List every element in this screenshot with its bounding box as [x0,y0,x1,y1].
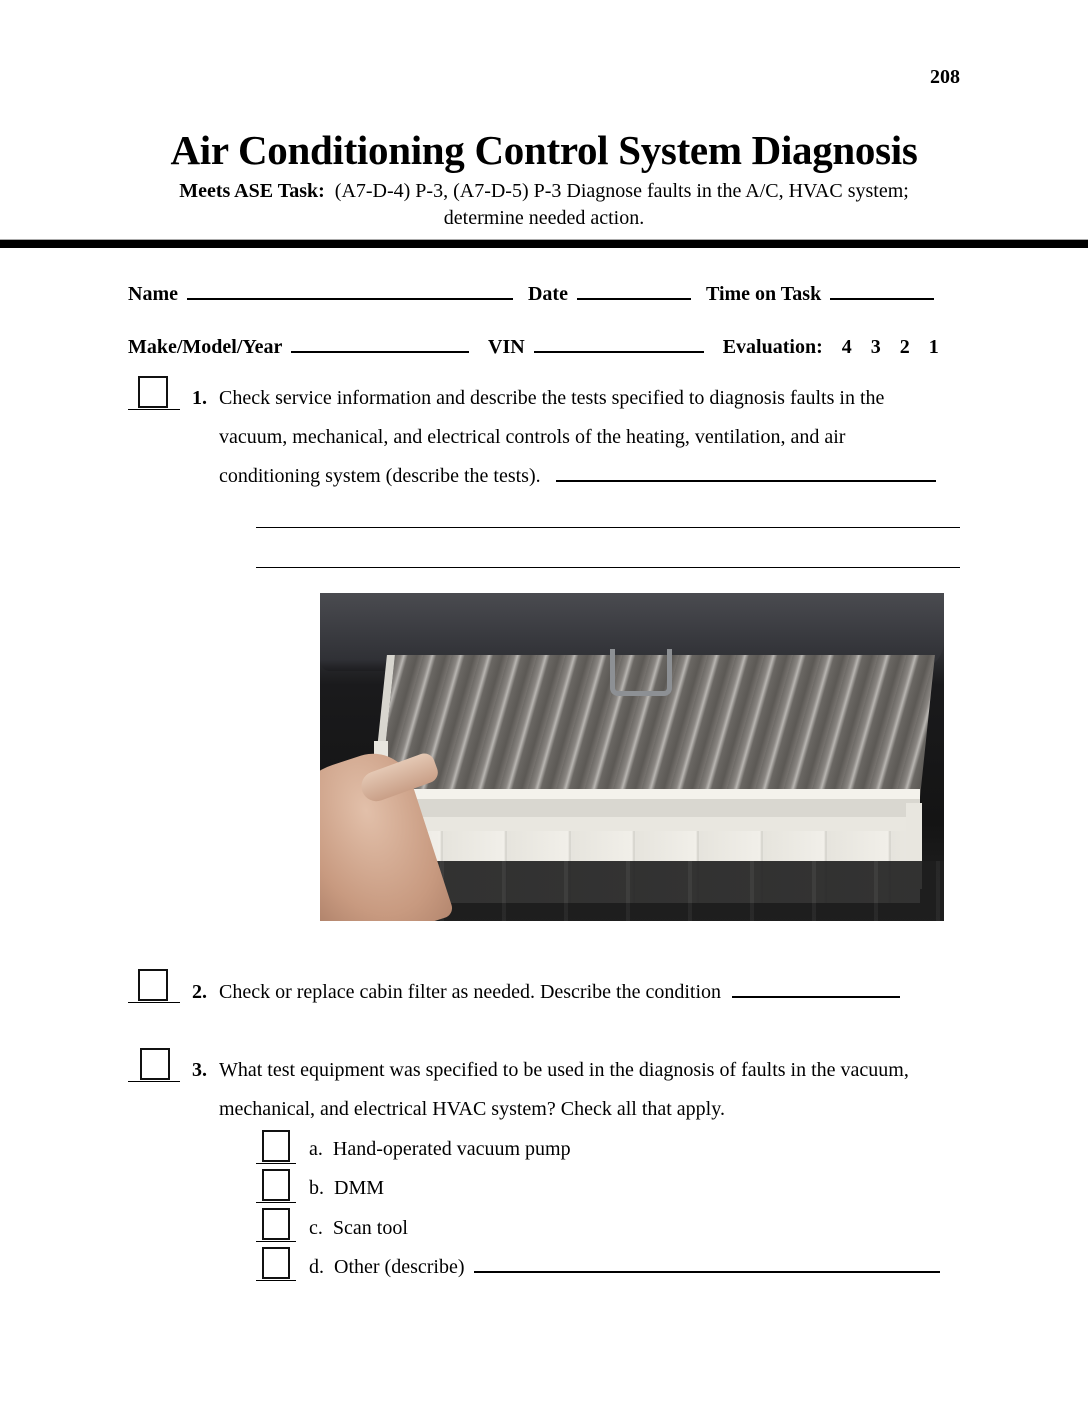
option-c-letter: c. [309,1217,323,1239]
option-a-label: Hand-operated vacuum pump [332,1138,571,1160]
make-model-year-label: Make/Model/Year [128,336,283,358]
ase-task-label: Meets ASE Task: [179,180,325,202]
page-number: 208 [930,66,960,88]
evaluation-score-1[interactable]: 1 [928,336,939,358]
option-d-checkbox[interactable] [262,1247,290,1279]
option-d-letter: d. [309,1256,324,1278]
student-info-row [128,280,938,306]
name-label: Name [128,283,178,305]
evaluation-score-2[interactable]: 2 [899,336,910,358]
item-1-line-2: vacuum, mechanical, and electrical controls of the heating, ventilation, and air [219,426,846,448]
option-a-checkbox[interactable] [262,1130,290,1162]
item-1-answer-line-3[interactable] [256,567,960,568]
ase-task-subtitle [0,178,1088,232]
option-c [309,1209,408,1248]
item-1-checkbox[interactable] [138,376,168,408]
option-d [309,1248,944,1287]
item-2-text-row [219,973,904,1012]
name-field[interactable] [187,280,513,300]
item-3-checkbox[interactable] [140,1048,170,1080]
item-3-number: 3. [192,1059,207,1081]
option-c-label: Scan tool [332,1217,408,1239]
option-b-letter: b. [309,1177,324,1199]
evaluation-score-4[interactable]: 4 [841,336,852,358]
option-d-checkbox-wrap [256,1241,310,1281]
item-2-text: Check or replace cabin filter as needed. Describe the condition [219,981,722,1003]
filter-handle [610,649,672,696]
vin-field[interactable] [534,333,704,353]
vin-label: VIN [488,336,525,358]
option-d-label: Other (describe) [334,1256,465,1278]
item-1-line-1: Check service information and describe the tests specified to diagnosis faults in the [219,387,885,409]
option-c-checkbox-wrap [256,1202,310,1242]
item-1-sign-line [128,409,180,410]
item-1-checkbox-wrap [128,370,182,410]
item-3-sign-line [128,1081,180,1082]
option-a-letter: a. [309,1138,323,1160]
page-title: Air Conditioning Control System Diagnosis [170,127,918,173]
time-on-task-label: Time on Task [705,283,822,305]
ase-task-line2: determine needed action. [443,207,645,229]
item-3-line-2: mechanical, and electrical HVAC system? Check all that apply. [219,1098,725,1120]
item-2-condition-field[interactable] [732,978,900,998]
item-1-text [219,379,940,496]
cabin-filter-photo [320,593,944,921]
option-b [309,1169,384,1208]
item-1-number: 1. [192,387,207,409]
option-b-checkbox[interactable] [262,1169,290,1201]
date-field[interactable] [577,280,691,300]
item-1-answer-line-2[interactable] [256,527,960,528]
option-b-checkbox-wrap [256,1163,310,1203]
option-c-checkbox[interactable] [262,1208,290,1240]
option-d-describe-field[interactable] [474,1253,940,1273]
option-a-checkbox-wrap [256,1124,310,1164]
item-3-text [219,1051,909,1129]
evaluation-score-3[interactable]: 3 [870,336,881,358]
item-1-line-3: conditioning system (describe the tests). [219,465,541,487]
item-1-answer-line-1[interactable] [556,462,936,482]
item-2-sign-line [128,1002,180,1003]
item-3-line-1: What test equipment was specified to be used in the diagnosis of faults in the vacuum, [219,1059,909,1081]
vehicle-info-row [128,333,939,359]
evaluation-label: Evaluation: [722,336,823,358]
option-b-label: DMM [334,1177,385,1199]
item-3-checkbox-wrap [128,1042,182,1082]
item-2-checkbox-wrap [128,963,182,1003]
option-a [309,1130,571,1169]
item-2-checkbox[interactable] [138,969,168,1001]
header-divider [0,239,1088,248]
time-on-task-field[interactable] [830,280,934,300]
make-model-year-field[interactable] [291,333,469,353]
item-2-number: 2. [192,981,207,1003]
option-d-sign-line [256,1280,296,1281]
ase-task-line1: (A7-D-4) P-3, (A7-D-5) P-3 Diagnose faults in the A/C, HVAC system; [334,180,909,202]
date-label: Date [527,283,568,305]
